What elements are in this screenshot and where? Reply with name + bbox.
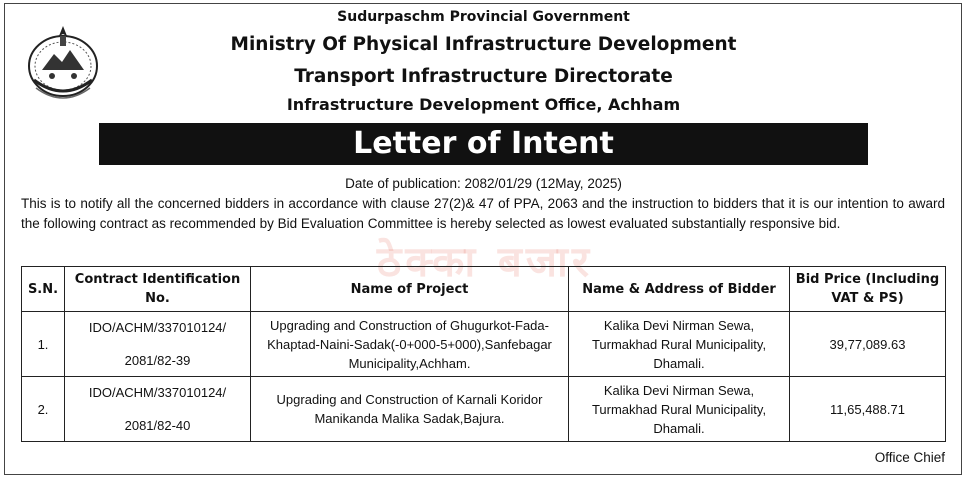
table-header-row (22, 267, 946, 312)
header-sn: S.N. (22, 267, 65, 312)
bid-table (21, 266, 946, 442)
row-project: Upgrading and Construction of Ghugurkot-Fada-Khaptad-Naini-Sadak(-0+000-5+000),Sanfebagar Municipality,Achham. (251, 312, 569, 377)
nepal-government-emblem-icon (22, 18, 104, 106)
row-bidder: Kalika Devi Nirman Sewa, Turmakhad Rural Municipality, Dhamali. (569, 377, 790, 442)
header-bidder: Name & Address of Bidder (569, 267, 790, 312)
directorate-name: Transport Infrastructure Directorate (294, 66, 673, 87)
row-price: 11,65,488.71 (790, 377, 946, 442)
contract-id-line: IDO/ACHM/337010124/ (88, 385, 227, 400)
header-project: Name of Project (251, 267, 569, 312)
contract-id-line: 2081/82-39 (124, 353, 191, 368)
row-sn: 1. (22, 312, 65, 377)
header-price: Bid Price (Including VAT & PS) (790, 267, 946, 312)
row-sn: 2. (22, 377, 65, 442)
ministry-name: Ministry Of Physical Infrastructure Development (230, 34, 737, 55)
row-price: 39,77,089.63 (790, 312, 946, 377)
contract-id-line: 2081/82-40 (124, 418, 191, 433)
table-row (22, 312, 946, 377)
signature-office-chief: Office Chief (874, 450, 945, 465)
office-name: Infrastructure Development Office, Achham (286, 95, 681, 114)
row-contract-id (65, 377, 251, 442)
row-contract-id (65, 312, 251, 377)
contract-id-line: IDO/ACHM/337010124/ (88, 320, 227, 335)
document-title: Letter of Intent (99, 123, 868, 165)
intro-paragraph: This is to notify all the concerned bidders in accordance with clause 27(2)& 47 of PPA, 2063 and the instruction to bidders that it is our intention to award the following contract as recommended by Bid Evaluation Committee is hereby selected as lowest evaluated substantially responsive bid. (21, 196, 945, 231)
watermark: ठेक्का बजार (376, 237, 594, 286)
table-row (22, 377, 946, 442)
header-contract-id: Contract Identification No. (65, 267, 251, 312)
row-project: Upgrading and Construction of Karnali Koridor Manikanda Malika Sadak,Bajura. (251, 377, 569, 442)
publication-date: Date of publication: 2082/01/29 (12May, 2025) (345, 176, 622, 191)
government-name: Sudurpaschm Provincial Government (337, 9, 630, 25)
row-bidder: Kalika Devi Nirman Sewa, Turmakhad Rural Municipality, Dhamali. (569, 312, 790, 377)
